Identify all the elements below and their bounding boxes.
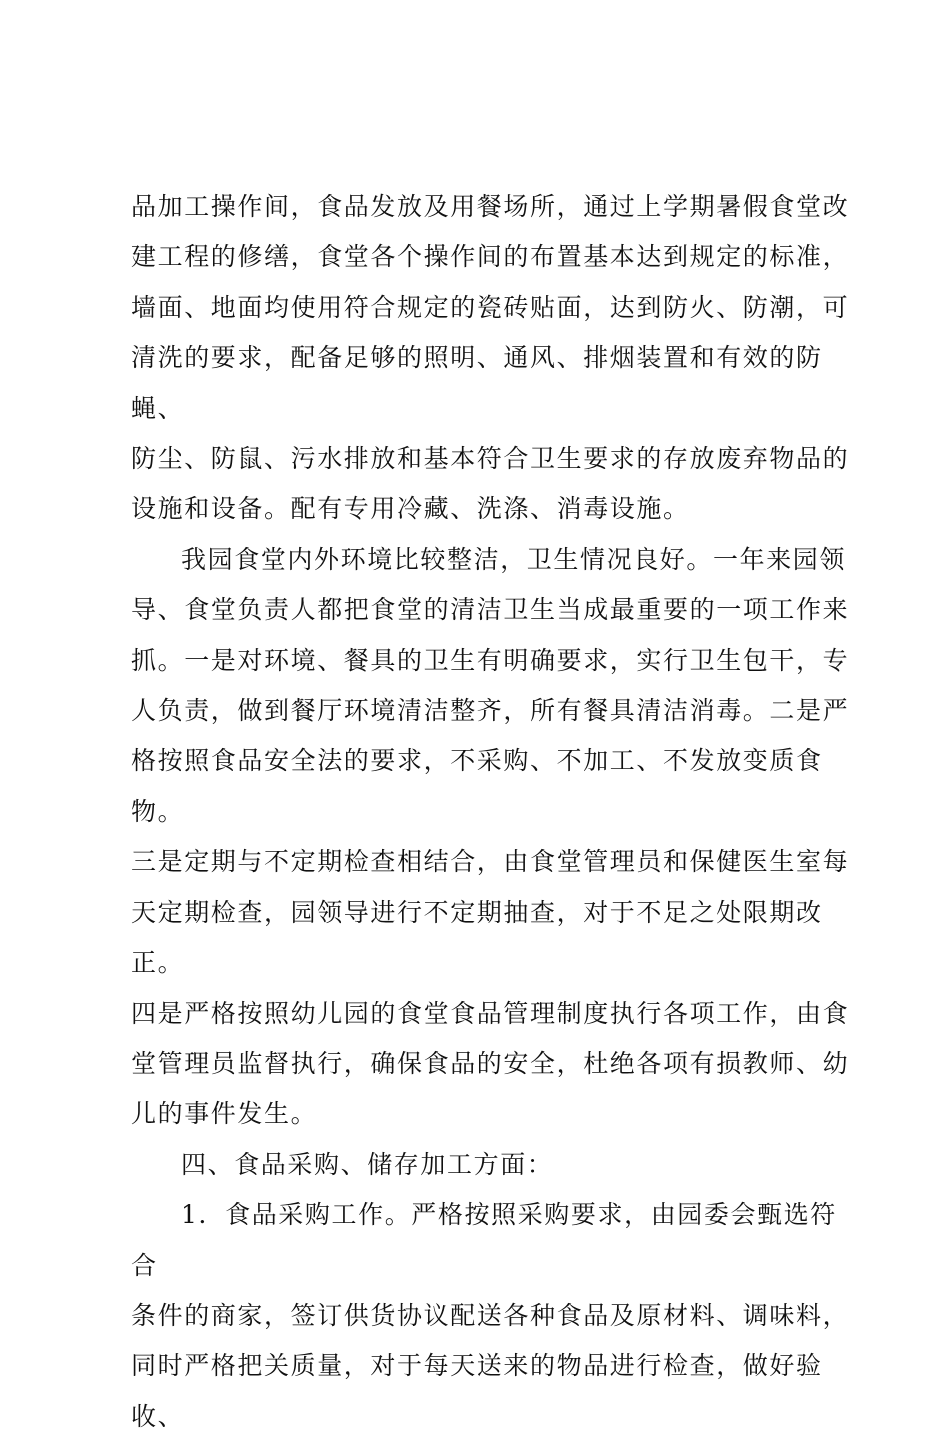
section-heading-food-procurement: 四、食品采购、储存加工方面： xyxy=(181,1149,554,1179)
paragraph-food-procurement: 1．食品采购工作。严格按照采购要求，由园委会甄选符合 条件的商家，签订供货协议配送各种食品及原材料、调味料， 同时严格把关质量，对于每天送来的物品进行检查，做好验收、 xyxy=(131,1200,850,1431)
document-body xyxy=(131,182,851,1442)
paragraph-building-facilities: 品加工操作间，食品发放及用餐场所，通过上学期暑假食堂改 建工程的修缮，食堂各个操作间的布置基本达到规定的标准， 墙面、地面均使用符合规定的瓷砖贴面，达到防火、防潮，可 清洗的要求，配备足够的照明、通风、排烟装置和有效的防蝇、 防尘、防鼠、污水排放和基本符合卫生要求的存放废弃物品的 设施和设备。配有专用冷藏、洗涤、消毒设施。 xyxy=(131,192,850,524)
paragraph-hygiene-management: 我园食堂内外环境比较整洁，卫生情况良好。一年来园领 导、食堂负责人都把食堂的清洁卫生当成最重要的一项工作来 抓。一是对环境、餐具的卫生有明确要求，实行卫生包干，专 人负责，做到餐厅环境清洁整齐，所有餐具清洁消毒。二是严 格按照食品安全法的要求，不采购、不加工、不发放变质食物。 三是定期与不定期检查相结合，由食堂管理员和保健医生室每 天定期检查，园领导进行不定期抽查，对于不足之处限期改正。 四是严格按照幼儿园的食堂食品管理制度执行各项工作，由食 堂管理员监督执行，确保食品的安全，杜绝各项有损教师、幼 儿的事件发生。 xyxy=(131,544,850,1129)
